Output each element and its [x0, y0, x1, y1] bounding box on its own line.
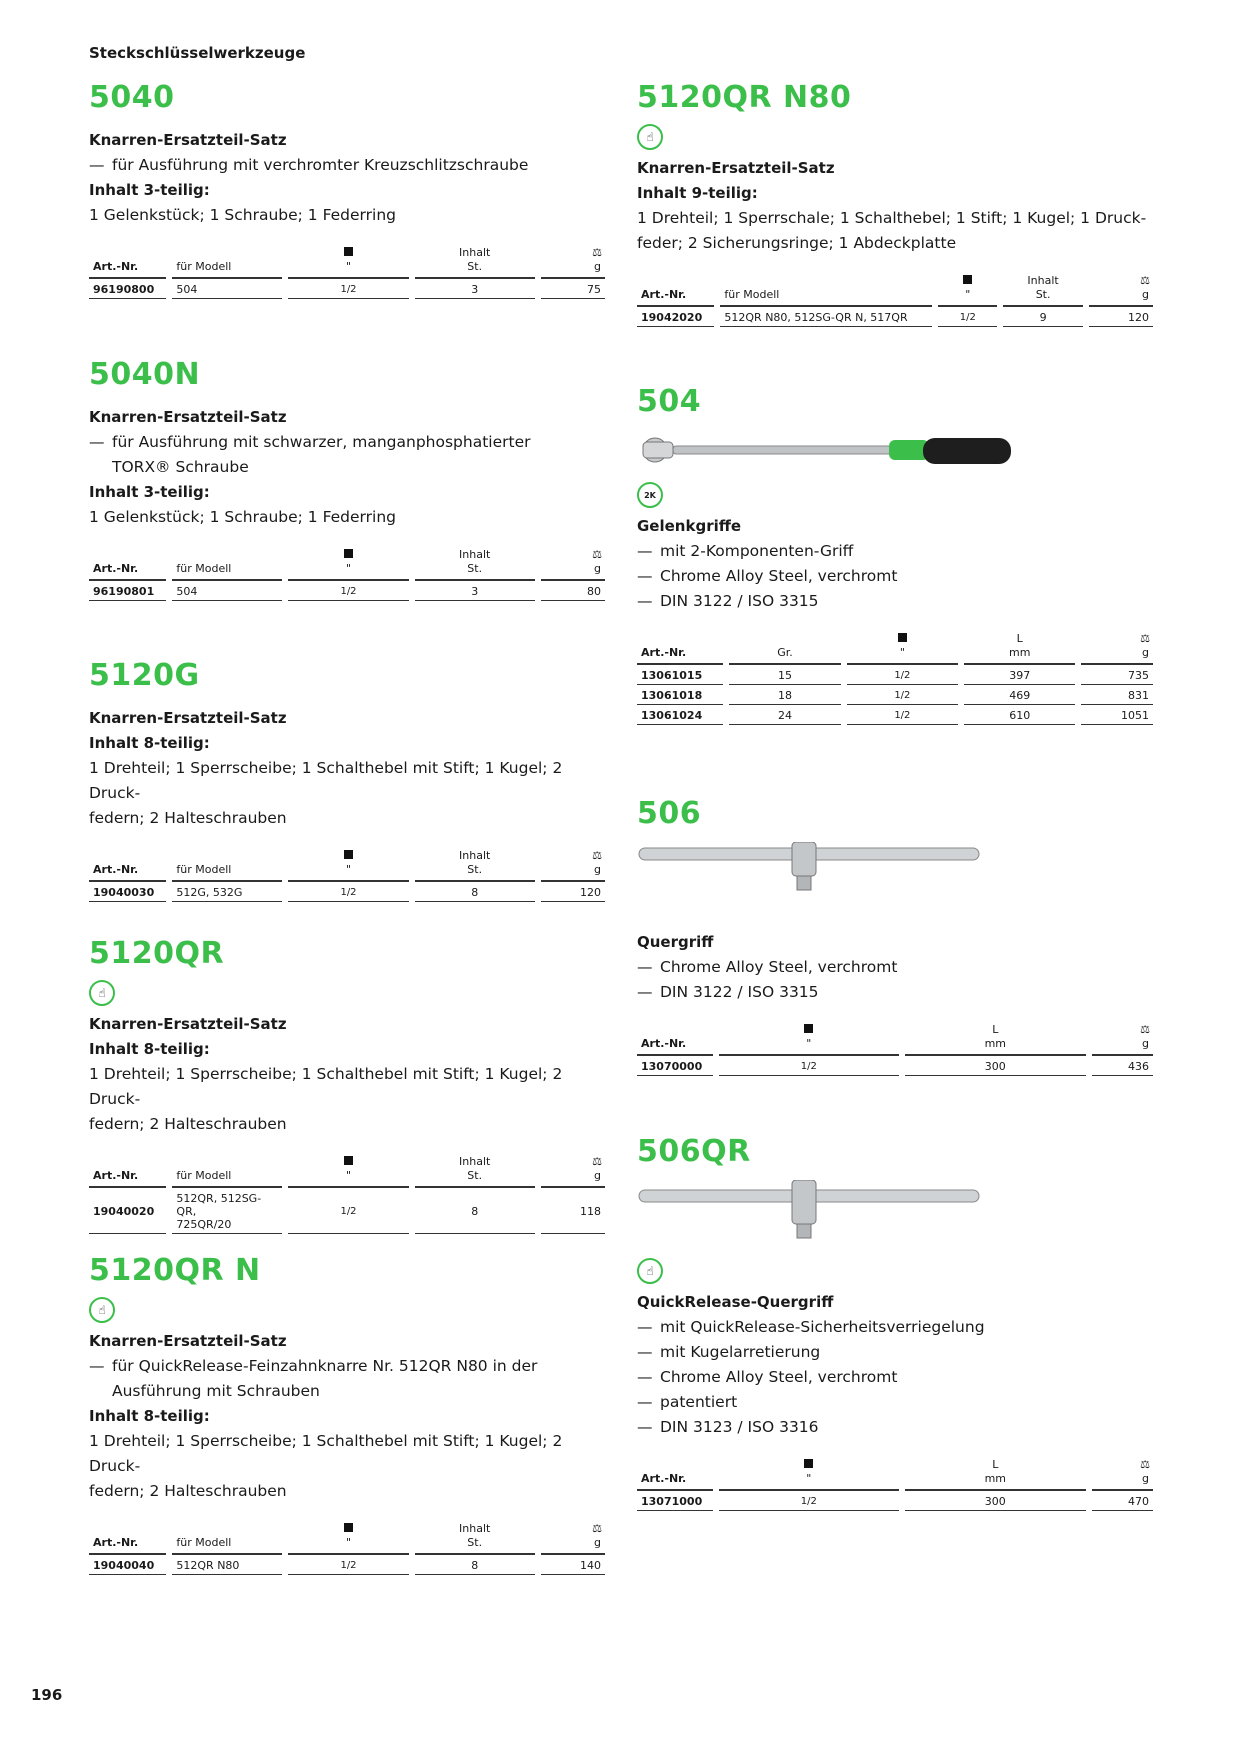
contents-text: 1 Drehteil; 1 Sperrschale; 1 Schalthebel; 1 Stift; 1 Kugel; 1 Druck- feder; 2 Sicherungsringe; 1 Abdeckplatte [637, 209, 1147, 252]
scale-icon: ⚖ [1140, 632, 1149, 645]
spec-table [631, 630, 1159, 725]
feature-bullet: — DIN 3123 / ISO 3316 [637, 1418, 819, 1436]
table-row: 96190800 504 1/2 3 75 [89, 279, 605, 299]
feature-bullet: — für QuickRelease-Feinzahnknarre Nr. 512QR N80 in der Ausführung mit Schrauben [89, 1357, 538, 1400]
contents-heading: Inhalt 3-teilig: [89, 181, 210, 199]
product-number: 5120G [89, 658, 200, 693]
2k-grip-icon: 2K [637, 482, 663, 508]
scale-icon: ⚖ [592, 1522, 601, 1535]
contents-heading: Inhalt 8-teilig: [89, 734, 210, 752]
table-row: 13061024 24 1/2 610 1051 [637, 705, 1153, 725]
table-row: 13071000 1/2 300 470 [637, 1491, 1153, 1511]
product-subtitle: Knarren-Ersatzteil-Satz [89, 131, 287, 149]
hand-click-icon: ☝ [89, 980, 115, 1006]
section-5040 [89, 80, 611, 299]
product-subtitle: Gelenkgriffe [637, 517, 742, 535]
category-header: Steckschlüsselwerkzeuge [89, 44, 306, 62]
spec-table [631, 1456, 1159, 1511]
product-number: 5040 [89, 80, 175, 115]
feature-bullet: — Chrome Alloy Steel, verchromt [637, 567, 898, 585]
section-506qr [637, 1134, 1159, 1511]
scale-icon: ⚖ [592, 548, 601, 561]
table-header-row [89, 244, 605, 279]
square-drive-icon [344, 247, 353, 256]
table-header-row: Art.-Nr. für Modell " Inhalt St. ⚖ g [89, 847, 605, 882]
product-subtitle: Quergriff [637, 933, 714, 951]
table-row: 19040020 512QR, 512SG-QR, 725QR/20 1/2 8 118 [89, 1188, 605, 1234]
scale-icon: ⚖ [592, 849, 601, 862]
feature-bullet: — patentiert [637, 1393, 738, 1411]
feature-bullet: — mit 2-Komponenten-Griff [637, 542, 854, 560]
feature-bullet: — für Ausführung mit verchromter Kreuzschlitzschraube [89, 156, 529, 174]
page-number: 196 [31, 1686, 63, 1704]
table-row: 13070000 1/2 300 436 [637, 1056, 1153, 1076]
table-header-row: Art.-Nr. Gr. " L mm ⚖ g [637, 630, 1153, 665]
table-row: 13061015 15 1/2 397 735 [637, 665, 1153, 685]
table-header-row: Art.-Nr. für Modell " Inhalt St. ⚖ g [89, 1520, 605, 1555]
square-drive-icon [963, 275, 972, 284]
scale-icon: ⚖ [1140, 274, 1149, 287]
scale-icon: ⚖ [1140, 1023, 1149, 1036]
feature-bullet: — DIN 3122 / ISO 3315 [637, 592, 819, 610]
contents-heading: Inhalt 9-teilig: [637, 184, 758, 202]
contents-text: 1 Drehteil; 1 Sperrscheibe; 1 Schalthebel mit Stift; 1 Kugel; 2 Druck- federn; 2 Halteschrauben [89, 1432, 563, 1500]
square-drive-icon [344, 850, 353, 859]
square-drive-icon [804, 1024, 813, 1033]
contents-text: 1 Gelenkstück; 1 Schraube; 1 Federring [89, 508, 397, 526]
table-header-row: Art.-Nr. " L mm ⚖ g [637, 1456, 1153, 1491]
contents-heading: Inhalt 8-teilig: [89, 1040, 210, 1058]
product-subtitle: Knarren-Ersatzteil-Satz [89, 408, 287, 426]
table-row: 19040040 512QR N80 1/2 8 140 [89, 1555, 605, 1575]
table-header-row: Art.-Nr. für Modell " Inhalt St. ⚖ g [89, 1153, 605, 1188]
section-5120qr-n80 [637, 80, 1159, 327]
table-row: 13061018 18 1/2 469 831 [637, 685, 1153, 705]
section-504 [637, 384, 1159, 725]
table-row: 19042020 512QR N80, 512SG-QR N, 517QR 1/2 9 120 [637, 307, 1153, 327]
hand-click-icon: ☝ [637, 1258, 663, 1284]
product-subtitle: Knarren-Ersatzteil-Satz [89, 1015, 287, 1033]
table-header-row: Art.-Nr. für Modell " Inhalt St. ⚖ g [637, 272, 1153, 307]
product-subtitle: Knarren-Ersatzteil-Satz [89, 1332, 287, 1350]
square-drive-icon [344, 1523, 353, 1532]
col-weight: ⚖ g [541, 244, 605, 279]
col-modell: für Modell [172, 244, 282, 279]
hand-click-icon: ☝ [637, 124, 663, 150]
product-subtitle: Knarren-Ersatzteil-Satz [89, 709, 287, 727]
feature-bullet: — Chrome Alloy Steel, verchromt [637, 958, 898, 976]
product-number: 5040N [89, 357, 201, 392]
feature-bullet: — mit Kugelarretierung [637, 1343, 821, 1361]
product-number: 506QR [637, 1134, 751, 1169]
product-subtitle: QuickRelease-Quergriff [637, 1293, 834, 1311]
product-number: 5120QR [89, 936, 225, 971]
product-subtitle: Knarren-Ersatzteil-Satz [637, 159, 835, 177]
product-number: 504 [637, 384, 702, 419]
spec-table [83, 847, 611, 902]
scale-icon: ⚖ [592, 1155, 601, 1168]
contents-text: 1 Gelenkstück; 1 Schraube; 1 Federring [89, 206, 397, 224]
table-header-row: Art.-Nr. für Modell " Inhalt St. ⚖ g [89, 546, 605, 581]
col-square: " [288, 244, 408, 279]
section-5120qr-n [89, 1253, 611, 1575]
table-row: 19040030 512G, 532G 1/2 8 120 [89, 882, 605, 902]
feature-bullet: — mit QuickRelease-Sicherheitsverriegelung [637, 1318, 985, 1336]
contents-text: 1 Drehteil; 1 Sperrscheibe; 1 Schalthebel mit Stift; 1 Kugel; 2 Druck- federn; 2 Halteschrauben [89, 759, 563, 827]
table-row: 96190801 504 1/2 3 80 [89, 581, 605, 601]
scale-icon: ⚖ [592, 246, 601, 259]
scale-icon: ⚖ [1140, 1458, 1149, 1471]
square-drive-icon [898, 633, 907, 642]
feature-bullet: — Chrome Alloy Steel, verchromt [637, 1368, 898, 1386]
product-number: 5120QR N [89, 1253, 261, 1288]
contents-heading: Inhalt 8-teilig: [89, 1407, 210, 1425]
square-drive-icon [344, 549, 353, 558]
spec-table [83, 546, 611, 601]
hand-click-icon: ☝ [89, 1297, 115, 1323]
section-5120qr [89, 936, 611, 1234]
square-drive-icon [804, 1459, 813, 1468]
contents-heading: Inhalt 3-teilig: [89, 483, 210, 501]
spec-table [83, 1520, 611, 1575]
section-5040n [89, 357, 611, 601]
contents-text: 1 Drehteil; 1 Sperrscheibe; 1 Schalthebel mit Stift; 1 Kugel; 2 Druck- federn; 2 Halteschrauben [89, 1065, 563, 1133]
section-5120g [89, 658, 611, 902]
product-number: 5120QR N80 [637, 80, 852, 115]
square-drive-icon [344, 1156, 353, 1165]
spec-table [631, 1021, 1159, 1076]
spec-table [631, 272, 1159, 327]
spec-table [83, 244, 611, 299]
section-506 [637, 796, 1159, 1076]
product-number: 506 [637, 796, 702, 831]
feature-bullet: — DIN 3122 / ISO 3315 [637, 983, 819, 1001]
col-artnr: Art.-Nr. [89, 244, 166, 279]
table-header-row: Art.-Nr. " L mm ⚖ g [637, 1021, 1153, 1056]
hinged-handle-image [637, 430, 1017, 474]
spec-table [83, 1153, 611, 1234]
col-inhalt: Inhalt St. [415, 244, 535, 279]
t-handle-image [637, 842, 987, 902]
quickrelease-t-handle-image [637, 1180, 987, 1250]
feature-bullet: — für Ausführung mit schwarzer, manganphosphatierter TORX® Schraube [89, 433, 531, 476]
